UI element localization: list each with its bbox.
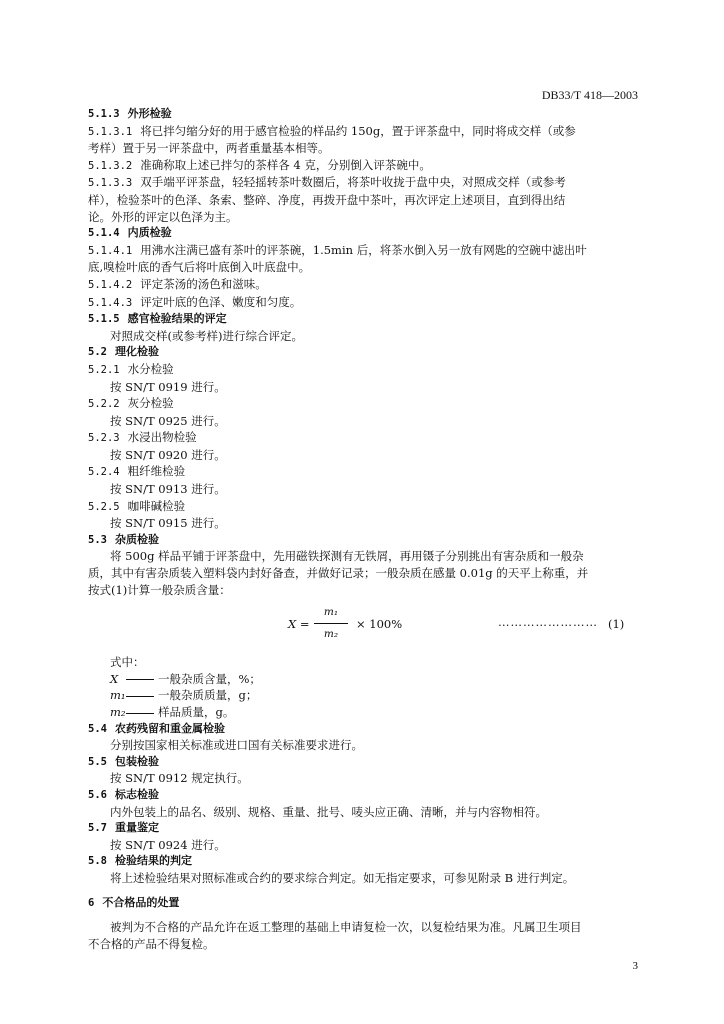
fraction-bar [314,623,348,624]
heading-5-7: 5.7 重量鉴定 [88,821,159,835]
heading-5-2-5: 5.2.5 咖啡碱检验 [88,498,186,513]
heading-5-5: 5.5 包装检验 [88,754,159,768]
dash [126,679,154,680]
formula-multiplier: × 100% [356,617,403,632]
heading-6: 6 不合格品的处置 [88,895,180,909]
para-5-2-5: 按 SN/T 0915 进行。 [110,516,226,531]
para-line: 样），检验茶叶的色泽、条索、整碎、净度，再拨开盘中茶叶，再次评定上述项目，直到得出结 [88,192,566,207]
formula-numerator: m₁ [323,606,339,619]
para-line: 考样）置于另一评茶盘中，两者重量基本相等。 [88,141,330,156]
heading-5-4: 5.4 农药残留和重金属检验 [88,721,225,735]
heading-5-2-1: 5.2.1 水分检验 [88,361,174,376]
formula-leader-dots: …………………… [498,615,598,630]
para-5-1-3-2: 5.1.3.2 准确称取上述已拌匀的茶样各 4 克，分别倒入评茶碗中。 [88,157,431,172]
heading-5-6: 5.6 标志检验 [88,787,159,801]
para-5-1-4-1: 5.1.4.1 用沸水注满已盛有茶叶的评茶碗，1.5min 后，将茶水倒入另一放有网匙的空碗中滤出叶 [88,242,587,257]
heading-5-1-4: 5.1.4 内质检验 [88,226,172,240]
page-number: 3 [632,960,638,972]
para-5-8: 将上述检验结果对照标准或合约的要求综合判定。如无指定要求，可参见附录 B 进行判定。 [110,870,575,885]
where-item: X 一般杂质含量，%； [110,671,261,686]
heading-5-2-2: 5.2.2 灰分检验 [88,396,174,411]
heading-5-2-4: 5.2.4 粗纤维检验 [88,464,186,479]
para-line: 按式(1)计算一般杂质含量： [88,582,231,597]
para-5-3: 将 500g 样品平铺于评茶盘中，先用磁铁探测有无铁屑，再用镊子分别挑出有害杂质和一般杂 [110,549,584,564]
document-body [88,106,638,952]
heading-5-8: 5.8 检验结果的判定 [88,854,192,868]
para-5-7: 按 SN/T 0924 进行。 [110,837,226,852]
para-line: 质，其中有害杂质装入塑料袋内封好备查，并做好记录；一般杂质在感量 0.01g 的天平上称重，并 [88,566,589,581]
spacer [88,911,638,919]
dash [126,713,154,714]
para-5-5: 按 SN/T 0912 规定执行。 [110,771,249,786]
para-line: 论。外形的评定以色泽为主。 [88,209,238,224]
heading-5-2-3: 5.2.3 水浸出物检验 [88,430,197,445]
formula-lhs: X = [288,617,310,632]
para-5-2-1: 按 SN/T 0919 进行。 [110,379,226,394]
para-5-1-4-2: 5.1.4.2 评定茶汤的汤色和滋味。 [88,276,267,291]
para-5-4: 分别按国家相关标准或进口国有关标准要求进行。 [110,738,363,753]
para-5-2-3: 按 SN/T 0920 进行。 [110,447,226,462]
formula-fraction [314,604,348,642]
heading-5-1-3: 5.1.3 外形检验 [88,107,172,120]
heading-5-3: 5.3 杂质检验 [88,532,159,546]
para-5-2-4: 按 SN/T 0913 进行。 [110,482,226,497]
dash [126,696,154,697]
para-5-1-3-1: 5.1.3.1 将已拌匀缩分好的用于感官检验的样品约 150g，置于评茶盘中，同时将成交样（或参 [88,123,576,138]
para-line: 底,嗅检叶底的香气后将叶底倒入叶底盘中。 [88,260,311,275]
where-label: 式中： [110,655,145,670]
formula-denominator: m₂ [323,627,339,640]
para-5-1-5: 对照成交样(或参考样)进行综合评定。 [110,328,303,343]
para-6: 被判为不合格的产品允许在返工整理的基础上申请复检一次，以复检结果为准。凡属卫生项目 [110,920,582,935]
spacer [88,887,638,895]
heading-5-1-5: 5.1.5 感官检验结果的评定 [88,312,227,326]
para-5-2-2: 按 SN/T 0925 进行。 [110,413,226,428]
para-5-1-4-3: 5.1.4.3 评定叶底的色泽、嫩度和匀度。 [88,294,302,309]
where-item: m₁ 一般杂质质量，g； [110,688,258,703]
document-code: DB33/T 418—2003 [541,88,638,102]
heading-5-2: 5.2 理化检验 [88,345,159,359]
para-line: 不合格的产品不得复检。 [88,936,215,951]
where-item: m₂ 样品质量，g。 [110,705,235,719]
formula-number: (1) [608,617,625,632]
para-5-1-3-3: 5.1.3.3 双手端平评茶盘，轻轻摇转茶叶数圈后，将茶叶收拢于盘中央，对照成交样（或参考 [88,175,566,190]
para-5-6: 内外包装上的品名、级别、规格、重量、批号、唛头应正确、清晰，并与内容物相符。 [110,804,547,819]
formula-1 [88,604,638,644]
